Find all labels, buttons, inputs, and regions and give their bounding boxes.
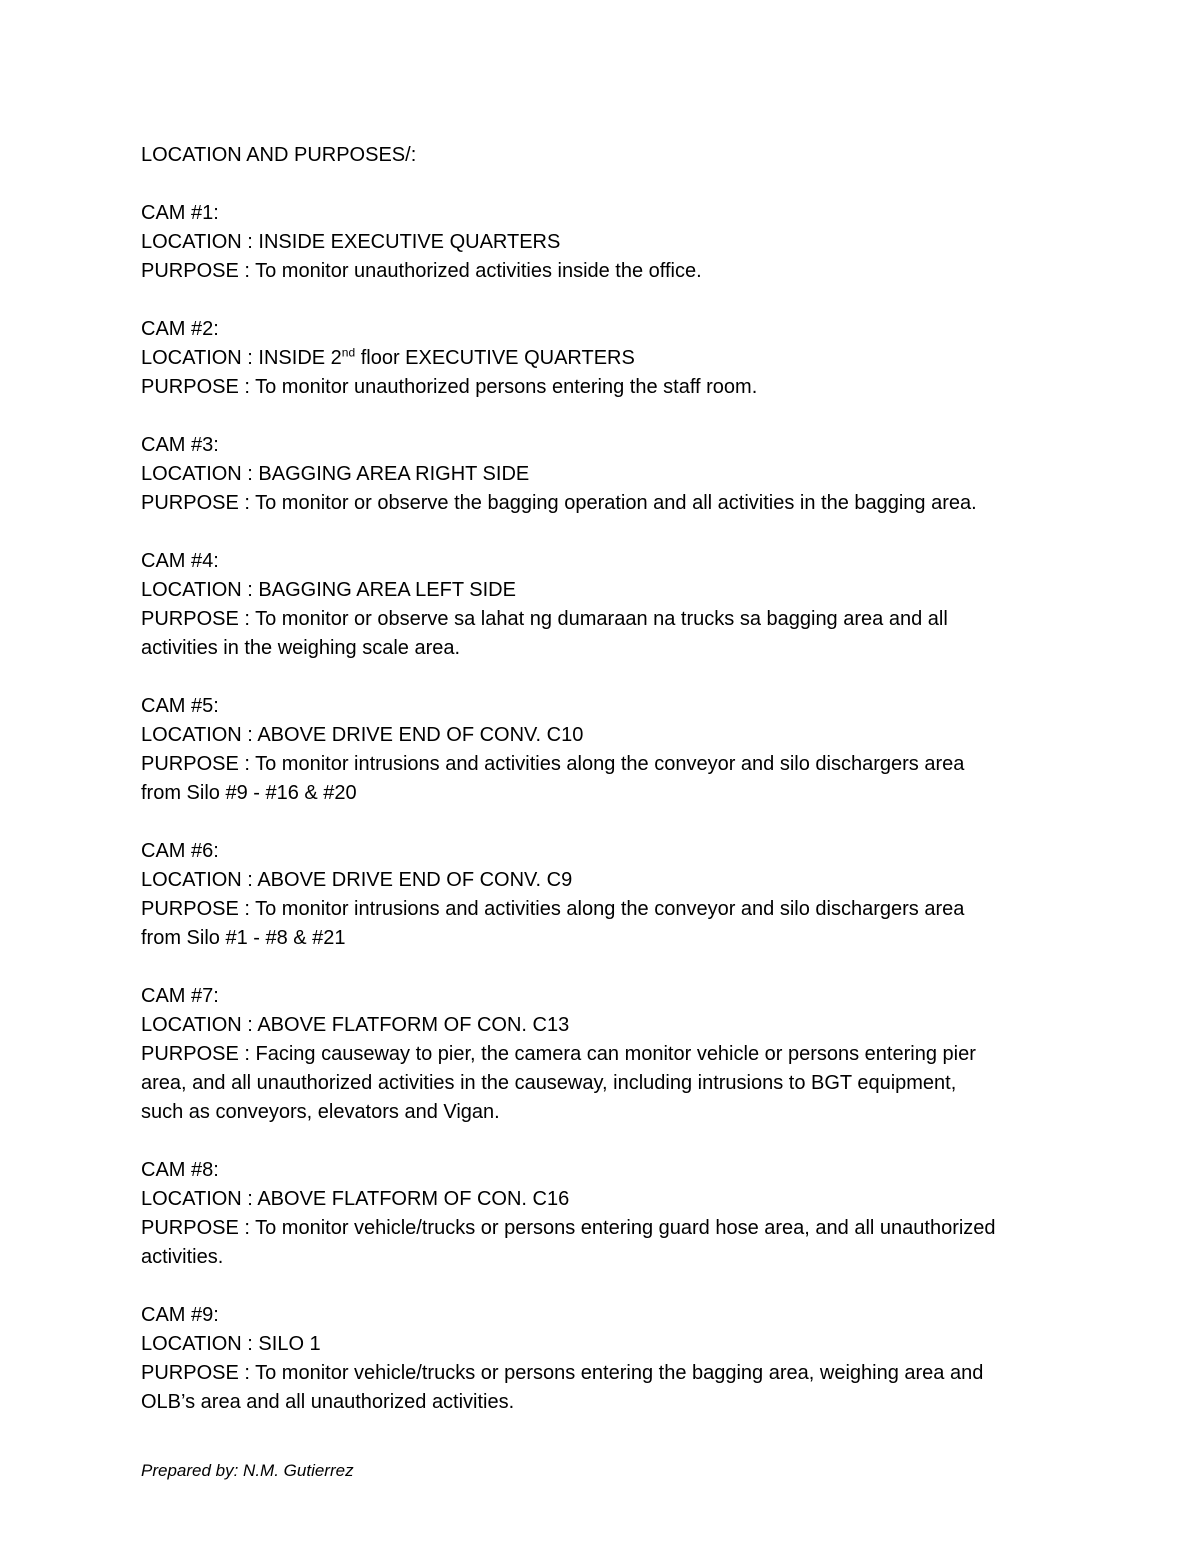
camera-location — [141, 721, 1071, 750]
camera-header: CAM #4: — [141, 550, 219, 572]
camera-purpose — [141, 895, 1071, 924]
camera-purpose — [141, 489, 1071, 518]
camera-purpose — [141, 1040, 1071, 1069]
camera-entry-4 — [141, 547, 1071, 663]
camera-location — [141, 1011, 1071, 1040]
location-value: ABOVE DRIVE END OF CONV. C10 — [257, 724, 584, 746]
location-label: LOCATION : — [141, 347, 259, 369]
location-value-start: INSIDE 2 — [258, 347, 342, 369]
document-body — [141, 141, 1071, 1446]
camera-location — [141, 1185, 1071, 1214]
camera-location — [141, 344, 1071, 373]
camera-location — [141, 460, 1071, 489]
camera-header: CAM #8: — [141, 1159, 219, 1181]
location-value: ABOVE FLATFORM OF CON. C13 — [257, 1014, 570, 1036]
purpose-value-line1: To monitor or observe sa lahat ng dumaraan na trucks sa bagging area and all — [255, 608, 948, 630]
camera-entry-7 — [141, 982, 1071, 1127]
ordinal-suffix: nd — [341, 345, 356, 360]
camera-location — [141, 1330, 1071, 1359]
location-value: BAGGING AREA RIGHT SIDE — [258, 463, 530, 485]
location-value: ABOVE FLATFORM OF CON. C16 — [257, 1188, 570, 1210]
purpose-value: To monitor unauthorized activities inside the office. — [255, 260, 702, 282]
camera-entry-2 — [141, 315, 1071, 402]
location-label: LOCATION : — [141, 231, 259, 253]
camera-header: CAM #7: — [141, 985, 219, 1007]
camera-header: CAM #2: — [141, 318, 219, 340]
camera-entry-9 — [141, 1301, 1071, 1417]
camera-location — [141, 228, 1071, 257]
camera-entry-1 — [141, 199, 1071, 286]
location-value: SILO 1 — [258, 1333, 321, 1355]
camera-purpose — [141, 257, 1071, 286]
purpose-label: PURPOSE : — [141, 753, 256, 775]
prepared-by-footer: Prepared by: N.M. Gutierrez — [141, 1461, 354, 1480]
purpose-value-line2: from Silo #1 - #8 & #21 — [141, 927, 346, 949]
purpose-label: PURPOSE : — [141, 608, 256, 630]
camera-header: CAM #9: — [141, 1304, 219, 1326]
purpose-label: PURPOSE : — [141, 1362, 256, 1384]
camera-purpose — [141, 1359, 1071, 1388]
purpose-value-line3: such as conveyors, elevators and Vigan. — [141, 1101, 500, 1123]
purpose-value-line1: To monitor vehicle/trucks or persons entering the bagging area, weighing area and — [255, 1362, 984, 1384]
purpose-value: To monitor unauthorized persons entering the staff room. — [255, 376, 758, 398]
location-label: LOCATION : — [141, 724, 258, 746]
location-label: LOCATION : — [141, 1014, 258, 1036]
camera-header: CAM #5: — [141, 695, 219, 717]
purpose-value-line1: To monitor vehicle/trucks or persons entering guard hose area, and all unauthorized — [255, 1217, 996, 1239]
camera-entry-5 — [141, 692, 1071, 808]
camera-entry-6 — [141, 837, 1071, 953]
camera-purpose — [141, 1214, 1071, 1243]
document-title: LOCATION AND PURPOSES/: — [141, 144, 417, 166]
location-label: LOCATION : — [141, 463, 259, 485]
location-value: ABOVE DRIVE END OF CONV. C9 — [257, 869, 573, 891]
location-label: LOCATION : — [141, 1188, 258, 1210]
location-value: INSIDE EXECUTIVE QUARTERS — [258, 231, 561, 253]
location-label: LOCATION : — [141, 579, 259, 601]
camera-entry-3 — [141, 431, 1071, 518]
purpose-label: PURPOSE : — [141, 898, 256, 920]
purpose-value-line2: activities. — [141, 1246, 224, 1268]
purpose-label: PURPOSE : — [141, 492, 256, 514]
purpose-value-line2: activities in the weighing scale area. — [141, 637, 461, 659]
purpose-value-line1: Facing causeway to pier, the camera can monitor vehicle or persons entering pier — [255, 1043, 976, 1065]
purpose-value-line2: OLB’s area and all unauthorized activities. — [141, 1391, 515, 1413]
purpose-value-line1: To monitor intrusions and activities along the conveyor and silo dischargers area — [255, 753, 965, 775]
camera-location — [141, 866, 1071, 895]
camera-purpose — [141, 605, 1071, 634]
purpose-label: PURPOSE : — [141, 376, 256, 398]
purpose-label: PURPOSE : — [141, 1217, 256, 1239]
location-label: LOCATION : — [141, 869, 258, 891]
camera-purpose — [141, 750, 1071, 779]
camera-purpose — [141, 373, 1071, 402]
purpose-value-line1: To monitor intrusions and activities along the conveyor and silo dischargers area — [255, 898, 965, 920]
purpose-value-line2: area, and all unauthorized activities in the causeway, including intrusions to BGT equipment, — [141, 1072, 957, 1094]
camera-location — [141, 576, 1071, 605]
camera-header: CAM #3: — [141, 434, 219, 456]
camera-header: CAM #6: — [141, 840, 219, 862]
purpose-value: To monitor or observe the bagging operation and all activities in the bagging area. — [255, 492, 977, 514]
location-label: LOCATION : — [141, 1333, 259, 1355]
camera-header: CAM #1: — [141, 202, 219, 224]
camera-entry-8 — [141, 1156, 1071, 1272]
purpose-label: PURPOSE : — [141, 1043, 256, 1065]
purpose-value-line2: from Silo #9 - #16 & #20 — [141, 782, 357, 804]
location-value: BAGGING AREA LEFT SIDE — [258, 579, 516, 601]
location-value-end: floor EXECUTIVE QUARTERS — [355, 347, 635, 369]
purpose-label: PURPOSE : — [141, 260, 256, 282]
